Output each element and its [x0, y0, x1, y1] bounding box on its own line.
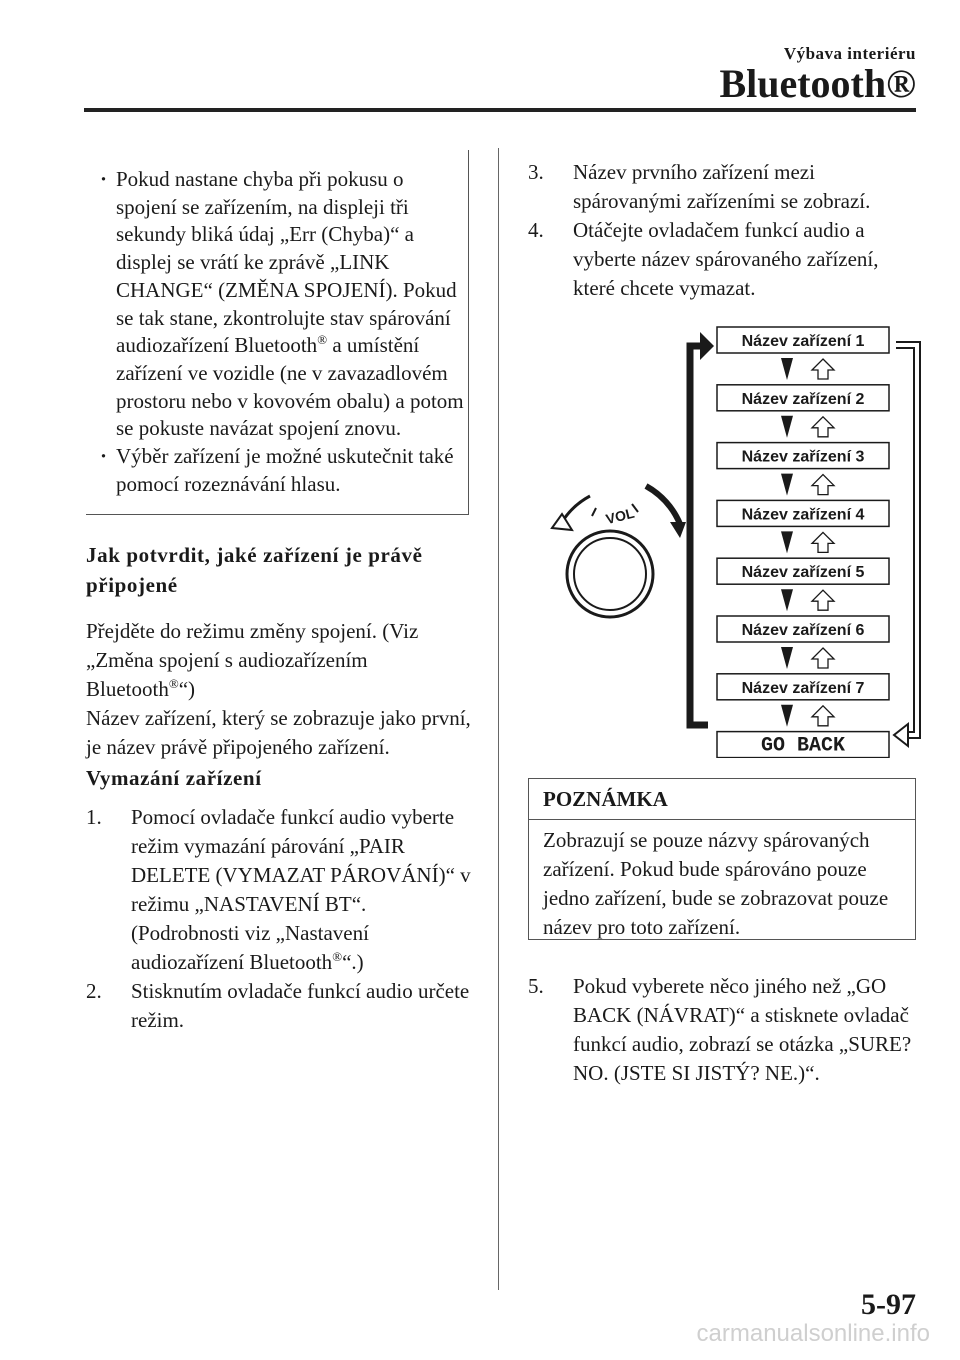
step-2-number: 2.	[86, 979, 102, 1003]
step-5-number: 5.	[528, 974, 544, 998]
step-5	[528, 972, 914, 1088]
device-name-label: Název zařízení 6	[741, 622, 865, 639]
note-item-1: · Pokud nastane chyba při pokusu o spojení se zařízením, na displeji tři sekundy bliká údaj „Err (Chyba)“ a displej se vrátí ke zprávě „LINK CHANGE“ (ZMĚNA SPOJENÍ). Pokud se tak stane, zkontrolujte stav spárování audiozařízení Bluetooth® a umístění zařízení ve vozidle (ne v zavazadlovém prostoru nebo v kovovém obalu) a potom se pokuste navázat spojení znovu.	[116, 166, 468, 443]
confirm-para-2: Název zařízení, který se zobrazuje jako první, je název právě připojeného zařízení.	[86, 706, 471, 759]
step-1	[86, 803, 480, 977]
up-arrow-icon	[812, 648, 834, 668]
step-4-number: 4.	[528, 218, 544, 242]
up-arrow-icon	[812, 706, 834, 726]
down-arrow-icon	[781, 705, 793, 727]
up-arrow-icon	[812, 532, 834, 552]
forward-arrow-head	[700, 332, 714, 360]
step-2	[86, 977, 480, 1035]
right-loop-bracket	[896, 342, 920, 738]
go-back-label: GO BACK	[760, 734, 846, 758]
heading-confirm: Jak potvrdit, jaké zařízení je právě připojené	[86, 543, 423, 597]
device-name-label: Název zařízení 3	[741, 448, 865, 466]
column-divider	[498, 148, 499, 1290]
device-list-diagram	[540, 318, 930, 758]
step-3	[528, 158, 908, 216]
page-title: Bluetooth®	[719, 61, 916, 106]
down-arrow-icon	[781, 589, 793, 611]
confirm-para-1: Přejděte do režimu změny spojení. (Viz „Změna spojení s audiozařízením Bluetooth®“)	[86, 619, 419, 701]
step-3-text: Název prvního zařízení mezi spárovanými zařízeními se zobrazí.	[573, 160, 871, 213]
page-number: 5-97	[861, 1288, 916, 1321]
right-loop-bracket-inner	[896, 348, 914, 732]
note-title: POZNÁMKA	[529, 779, 915, 820]
device-name-label: Název zařízení 5	[741, 564, 865, 582]
down-arrow-icon	[781, 531, 793, 553]
up-arrow-icon	[812, 417, 834, 437]
heading-delete: Vymazání zařízení	[86, 766, 262, 790]
down-arrow-icon	[781, 647, 793, 669]
back-arrow-head	[894, 724, 908, 746]
down-arrow-icon	[781, 416, 793, 438]
step-5-text: Pokud vyberete něco jiného než „GO BACK (NÁVRAT)“ a stisknete ovladač funkcí audio, zobrazí se otázka „SURE? NO. (JSTE SI JISTÝ? NE.)“.	[573, 974, 912, 1085]
vol-label: VOL	[604, 504, 636, 528]
up-arrow-icon	[812, 475, 834, 495]
device-name-label: Název zařízení 4	[741, 506, 865, 524]
step-1-number: 1.	[86, 805, 102, 829]
note-text: Zobrazují se pouze názvy spárovaných zařízení. Pokud bude spárováno pouze jedno zařízení, bude se zobrazovat pouze název pro toto zařízení.	[543, 828, 889, 939]
left-loop-bracket	[690, 346, 708, 725]
step-3-number: 3.	[528, 160, 544, 184]
device-name-label: Název zařízení 2	[741, 390, 865, 408]
steps-right	[528, 158, 908, 303]
device-name-label: Název zařízení 7	[741, 679, 865, 697]
step-5-list	[528, 972, 914, 1088]
header-section: Výbava interiéru	[783, 44, 916, 63]
note-item-2: · Výběr zařízení je možné uskutečnit také pomocí rozeznávání hlasu.	[116, 443, 468, 498]
step-4-text: Otáčejte ovladačem funkcí audio a vyberte název spárovaného zařízení, které chcete vymazat.	[573, 218, 879, 300]
device-name-label: Název zařízení 1	[741, 333, 865, 350]
step-4	[528, 216, 908, 303]
watermark: carmanualsonline.info	[696, 1320, 930, 1347]
note-poznamka	[528, 778, 916, 940]
up-arrow-icon	[812, 359, 834, 379]
vol-knob	[552, 486, 686, 617]
down-arrow-icon	[781, 474, 793, 496]
steps-left	[86, 803, 480, 1035]
down-arrow-icon	[781, 358, 793, 380]
step-1-text: Pomocí ovladače funkcí audio vyberte režim vymazání párování „PAIR DELETE (VYMAZAT PÁROVÁNÍ)“ v režimu „NASTAVENÍ BT“. (Podrobnosti viz „Nastavení audiozařízení Bluetooth®“.)	[131, 805, 471, 974]
note-box	[86, 150, 469, 515]
step-2-text: Stisknutím ovladače funkcí audio určete režim.	[131, 979, 470, 1032]
up-arrow-icon	[812, 590, 834, 610]
header-rule	[84, 108, 916, 112]
